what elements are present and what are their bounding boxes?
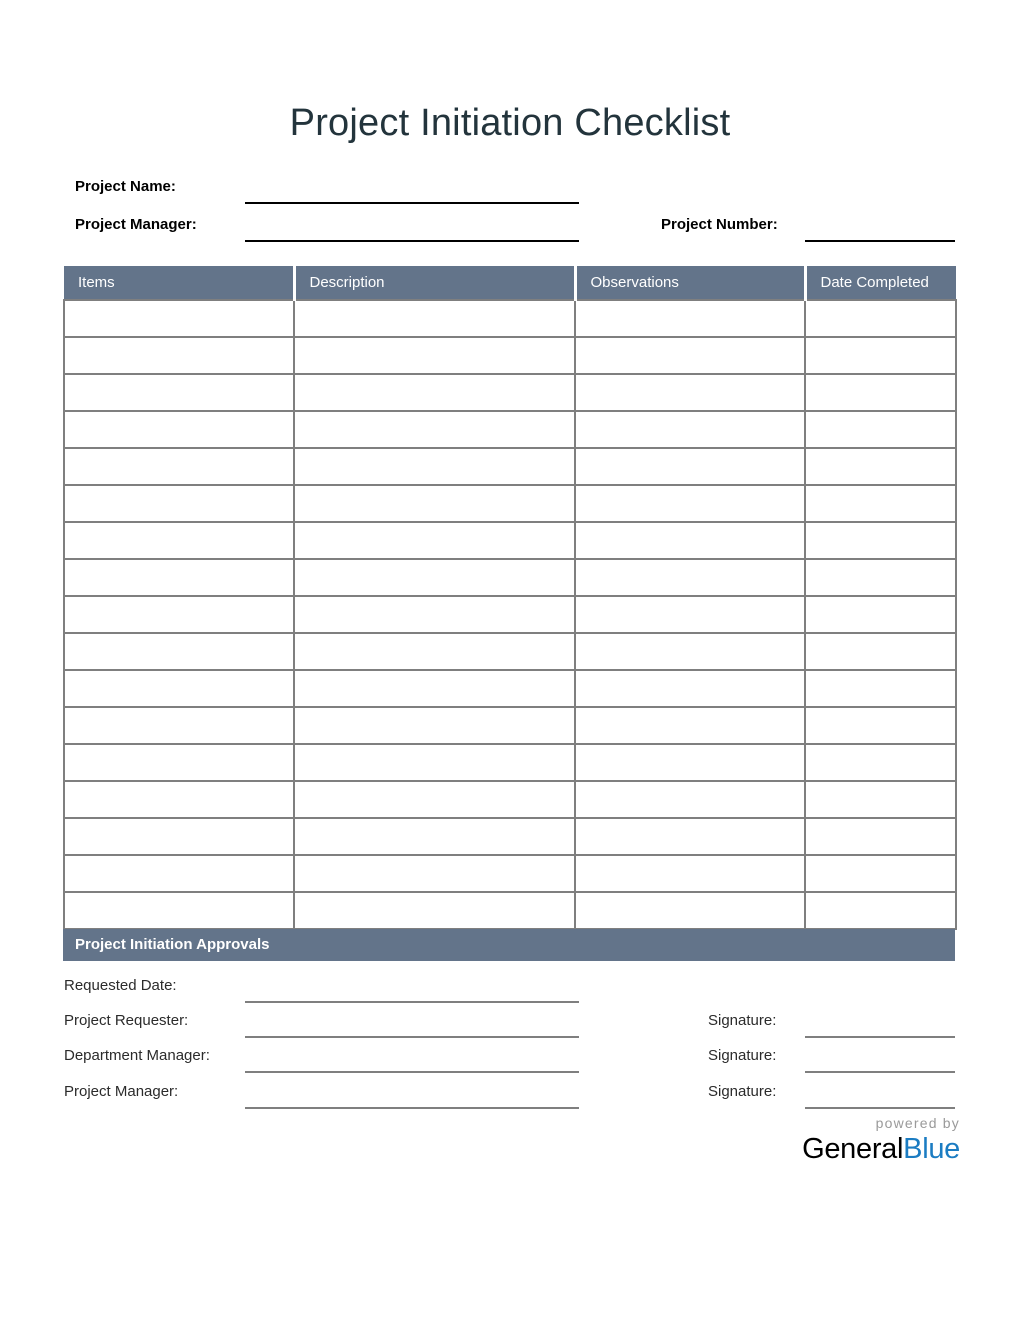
approval-row [64,974,964,1010]
table-row [64,485,956,522]
cell-date-completed[interactable] [805,670,956,707]
cell-items[interactable] [64,670,294,707]
cell-description[interactable] [294,448,575,485]
cell-items[interactable] [64,596,294,633]
cell-items[interactable] [64,411,294,448]
approval-input[interactable] [245,1001,579,1003]
signature-label: Signature: [708,1047,777,1064]
table-row [64,670,956,707]
cell-observations[interactable] [575,892,805,929]
cell-items[interactable] [64,892,294,929]
brand-blue: Blue [903,1133,960,1165]
cell-observations[interactable] [575,670,805,707]
powered-by-label: powered by [875,1115,960,1131]
signature-input[interactable] [805,1107,955,1109]
table-row [64,522,956,559]
project-name-label: Project Name: [75,178,176,195]
cell-items[interactable] [64,781,294,818]
cell-description[interactable] [294,855,575,892]
cell-items[interactable] [64,707,294,744]
approval-input[interactable] [245,1107,579,1109]
table-row [64,818,956,855]
generalblue-logo [700,1114,960,1166]
approvals-band [63,929,955,961]
project-number-label: Project Number: [661,216,778,233]
project-manager-row [64,210,964,248]
cell-description[interactable] [294,374,575,411]
cell-description[interactable] [294,633,575,670]
table-row [64,596,956,633]
cell-description[interactable] [294,300,575,337]
approval-row [64,1009,964,1045]
cell-description[interactable] [294,781,575,818]
table-row [64,781,956,818]
table-row [64,448,956,485]
cell-observations[interactable] [575,744,805,781]
cell-description[interactable] [294,411,575,448]
cell-observations[interactable] [575,374,805,411]
cell-items[interactable] [64,448,294,485]
cell-description[interactable] [294,818,575,855]
table-header [64,266,956,300]
cell-items[interactable] [64,559,294,596]
signature-input[interactable] [805,1036,955,1038]
cell-items[interactable] [64,818,294,855]
cell-description[interactable] [294,596,575,633]
table-row [64,374,956,411]
cell-date-completed[interactable] [805,559,956,596]
cell-description[interactable] [294,707,575,744]
cell-date-completed[interactable] [805,781,956,818]
cell-observations[interactable] [575,633,805,670]
project-manager-input[interactable] [245,240,579,242]
cell-description[interactable] [294,559,575,596]
cell-items[interactable] [64,485,294,522]
table-row [64,411,956,448]
cell-items[interactable] [64,300,294,337]
cell-description[interactable] [294,522,575,559]
cell-date-completed[interactable] [805,707,956,744]
cell-observations[interactable] [575,818,805,855]
cell-date-completed[interactable] [805,744,956,781]
cell-description[interactable] [294,892,575,929]
cell-items[interactable] [64,522,294,559]
checklist-table [63,266,957,930]
table-row [64,337,956,374]
approval-label: Project Requester: [64,1012,189,1029]
signature-label: Signature: [708,1083,777,1100]
page-title: Project Initiation Checklist [289,102,731,144]
approval-label: Department Manager: [64,1047,210,1064]
project-name-input[interactable] [245,202,579,204]
cell-observations[interactable] [575,411,805,448]
cell-observations[interactable] [575,596,805,633]
table-row [64,559,956,596]
cell-date-completed[interactable] [805,818,956,855]
cell-observations[interactable] [575,448,805,485]
signature-input[interactable] [805,1071,955,1073]
table-header-row [64,266,956,300]
cell-description[interactable] [294,485,575,522]
signature-label: Signature: [708,1012,777,1029]
cell-description[interactable] [294,744,575,781]
approvals-section [64,974,964,1120]
approval-label: Project Manager: [64,1083,179,1100]
header-fields [64,172,964,248]
cell-observations[interactable] [575,559,805,596]
cell-observations[interactable] [575,337,805,374]
cell-date-completed[interactable] [805,485,956,522]
cell-items[interactable] [64,744,294,781]
cell-items[interactable] [64,855,294,892]
cell-date-completed[interactable] [805,633,956,670]
cell-items[interactable] [64,337,294,374]
table-row [64,707,956,744]
cell-date-completed[interactable] [805,596,956,633]
cell-observations[interactable] [575,781,805,818]
cell-date-completed[interactable] [805,411,956,448]
cell-description[interactable] [294,670,575,707]
cell-date-completed[interactable] [805,448,956,485]
cell-items[interactable] [64,633,294,670]
cell-observations[interactable] [575,707,805,744]
cell-description[interactable] [294,337,575,374]
cell-date-completed[interactable] [805,855,956,892]
approval-input[interactable] [245,1036,579,1038]
project-number-input[interactable] [805,240,955,242]
cell-items[interactable] [64,374,294,411]
cell-date-completed[interactable] [805,892,956,929]
approval-row [64,1080,964,1116]
brand-general: General [802,1133,904,1165]
cell-observations[interactable] [575,855,805,892]
cell-date-completed[interactable] [805,374,956,411]
table-row [64,633,956,670]
table-row [64,892,956,929]
column-header-date-completed[interactable]: Date Completed [805,266,956,300]
project-manager-label: Project Manager: [75,216,197,233]
cell-observations[interactable] [575,522,805,559]
approval-input[interactable] [245,1071,579,1073]
approval-label: Requested Date: [64,977,177,994]
project-name-row [64,172,964,210]
approval-row [64,1044,964,1080]
cell-date-completed[interactable] [805,337,956,374]
cell-date-completed[interactable] [805,522,956,559]
table-row [64,744,956,781]
brand-name [700,1132,960,1166]
cell-observations[interactable] [575,300,805,337]
approvals-band-title: Project Initiation Approvals [75,936,270,953]
table-row [64,855,956,892]
column-header-description[interactable]: Description [294,266,575,300]
table-row [64,300,956,337]
cell-observations[interactable] [575,485,805,522]
column-header-items[interactable]: Items [64,266,294,300]
column-header-observations[interactable]: Observations [575,266,805,300]
cell-date-completed[interactable] [805,300,956,337]
table-body [64,300,956,929]
